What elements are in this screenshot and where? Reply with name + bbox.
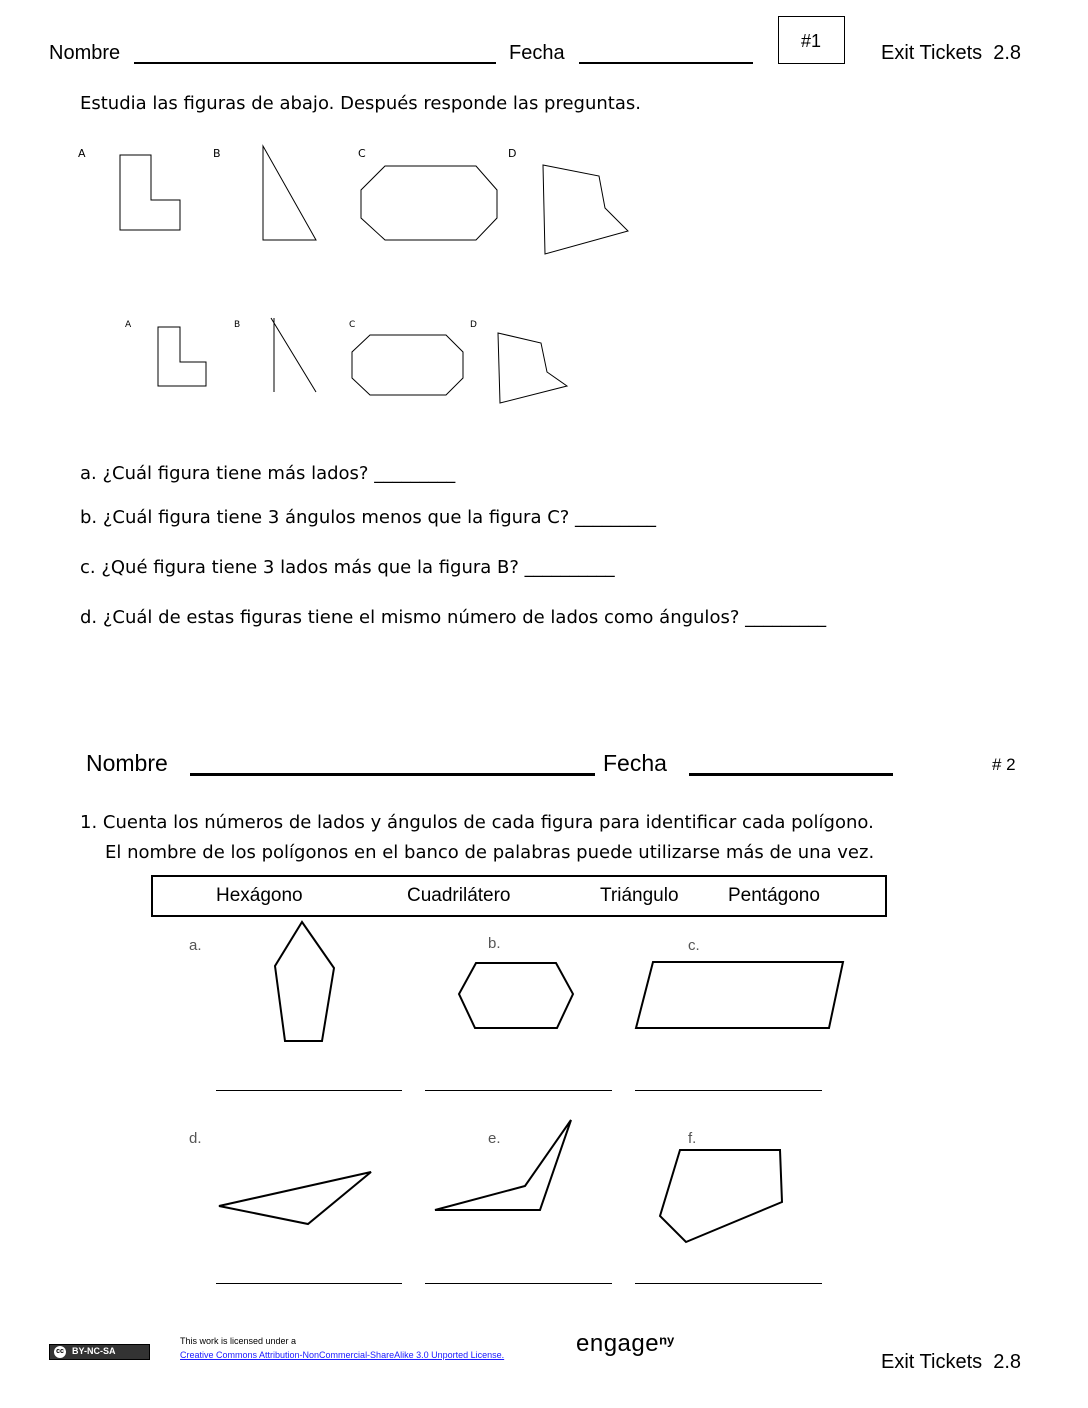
fecha-label-1: Fecha <box>509 42 565 64</box>
cc-icon: cc <box>54 1346 66 1358</box>
question-1-line1: 1. Cuenta los números de lados y ángulos de cada figura para identificar cada polígono. <box>80 812 874 833</box>
question-a: a. ¿Cuál figura tiene más lados? _________ <box>80 463 456 484</box>
fig-label-c-small: C <box>349 320 356 330</box>
polygon-a-pentagon <box>275 922 334 1041</box>
answer-line-a[interactable] <box>216 1090 402 1091</box>
fig-label-d-small: D <box>470 320 477 330</box>
question-c: c. ¿Qué figura tiene 3 lados más que la figura B? __________ <box>80 557 615 578</box>
question-1-line2: El nombre de los polígonos en el banco de palabras puede utilizarse más de una vez. <box>105 842 875 863</box>
shape-label-e: e. <box>488 1130 501 1147</box>
fig-label-b: B <box>213 147 221 160</box>
answer-line-f[interactable] <box>635 1283 822 1284</box>
ticket-number-2: # 2 <box>992 755 1016 774</box>
instructions: Estudia las figuras de abajo. Después responde las preguntas. <box>80 93 641 114</box>
answer-line-d[interactable] <box>216 1283 402 1284</box>
polygon-e-triangle <box>435 1120 571 1210</box>
word-bank-hexagono: Hexágono <box>216 885 303 906</box>
shape-label-f: f. <box>688 1130 697 1147</box>
fig-label-a-small: A <box>125 320 132 330</box>
word-bank-triangulo: Triángulo <box>600 885 679 906</box>
answer-line-e[interactable] <box>425 1283 612 1284</box>
cc-license-badge <box>49 1344 150 1360</box>
license-text: This work is licensed under a <box>180 1336 297 1346</box>
header-exit-tickets: Exit Tickets 2.8 <box>881 42 1022 64</box>
shape-label-c: c. <box>688 937 700 954</box>
nombre-label-2: Nombre <box>86 750 168 776</box>
engageny-logo <box>576 1330 674 1358</box>
polygon-b-hexagon <box>459 963 573 1028</box>
question-b: b. ¿Cuál figura tiene 3 ángulos menos que la figura C? _________ <box>80 507 657 528</box>
logo-text: engage <box>576 1330 660 1357</box>
nombre-label-1: Nombre <box>49 42 121 64</box>
polygon-d-triangle <box>219 1172 371 1224</box>
fig-label-b-small: B <box>234 320 241 330</box>
license-link[interactable]: Creative Commons Attribution-NonCommercial-ShareAlike 3.0 Unported License. <box>180 1350 505 1360</box>
fecha-label-2: Fecha <box>603 750 667 776</box>
answer-line-b[interactable] <box>425 1090 612 1091</box>
word-bank-pentagono: Pentágono <box>728 885 820 906</box>
cc-badge-text: BY-NC-SA <box>72 1346 116 1356</box>
polygon-f-pentagon <box>660 1150 782 1242</box>
fig-label-d: D <box>508 147 517 160</box>
shape-label-d: d. <box>189 1130 202 1147</box>
fig-label-c: C <box>358 147 366 160</box>
fig-label-a: A <box>78 147 86 160</box>
shape-label-a: a. <box>189 937 202 954</box>
ticket-number: #1 <box>801 31 822 51</box>
answer-line-c[interactable] <box>635 1090 822 1091</box>
word-bank-cuadrilatero: Cuadrilátero <box>407 885 511 906</box>
shape-label-b: b. <box>488 935 501 952</box>
question-d: d. ¿Cuál de estas figuras tiene el mismo número de lados como ángulos? _________ <box>80 607 827 628</box>
polygon-c-quadrilateral <box>636 962 843 1028</box>
footer-exit-tickets: Exit Tickets 2.8 <box>881 1351 1022 1373</box>
logo-sup: ny <box>659 1332 675 1348</box>
